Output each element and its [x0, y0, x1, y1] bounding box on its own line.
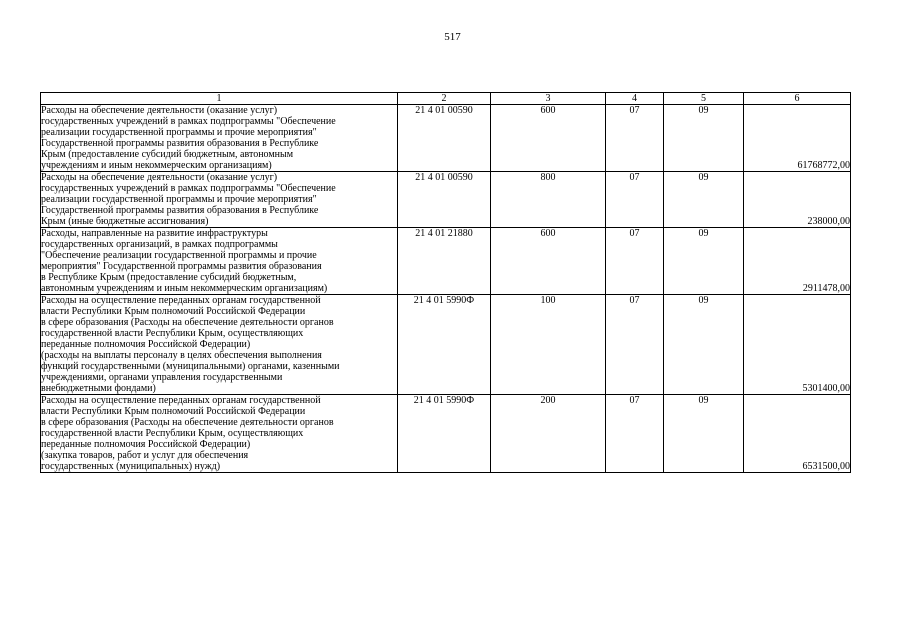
row-expense-type: 600	[491, 228, 606, 295]
row-amount: 6531500,00	[744, 395, 851, 473]
page-number: 517	[444, 31, 461, 43]
row-expense-type: 100	[491, 295, 606, 395]
row-target-code: 21 4 01 00590	[398, 172, 491, 228]
row-expense-type: 800	[491, 172, 606, 228]
table-header-row	[41, 93, 851, 105]
row-subsection: 09	[664, 295, 744, 395]
column-header-2: 2	[398, 93, 491, 105]
row-subsection: 09	[664, 105, 744, 172]
budget-table	[40, 92, 851, 473]
row-section: 07	[606, 295, 664, 395]
table-row	[41, 228, 851, 295]
row-subsection: 09	[664, 172, 744, 228]
row-section: 07	[606, 105, 664, 172]
row-section: 07	[606, 228, 664, 295]
row-description: Расходы на обеспечение деятельности (оказание услуг) государственных учреждений в рамках подпрограммы "Обеспечение реализации государственной программы и прочие мероприятия" Государственной программы развития образования в Республике Крым (иные бюджетные ассигнования)	[41, 172, 398, 228]
row-expense-type: 200	[491, 395, 606, 473]
row-subsection: 09	[664, 228, 744, 295]
row-amount: 5301400,00	[744, 295, 851, 395]
column-header-1: 1	[41, 93, 398, 105]
row-target-code: 21 4 01 5990Ф	[398, 395, 491, 473]
column-header-3: 3	[491, 93, 606, 105]
row-description: Расходы на осуществление переданных органам государственной власти Республики Крым полномочий Российской Федерации в сфере образования (Расходы на обеспечение деятельности органов государственной власти Республики Крым, осуществляющих переданные полномочия Российской Федерации) (закупка товаров, работ и услуг для обеспечения государственных (муниципальных) нужд)	[41, 395, 398, 473]
column-header-6: 6	[744, 93, 851, 105]
row-target-code: 21 4 01 5990Ф	[398, 295, 491, 395]
table-row	[41, 105, 851, 172]
row-amount: 2911478,00	[744, 228, 851, 295]
row-target-code: 21 4 01 00590	[398, 105, 491, 172]
row-section: 07	[606, 172, 664, 228]
row-amount: 61768772,00	[744, 105, 851, 172]
column-header-5: 5	[664, 93, 744, 105]
row-description: Расходы, направленные на развитие инфраструктуры государственных организаций, в рамках подпрограммы "Обеспечение реализации государственной программы и прочие мероприятия" Государственной программы развития образования в Республике Крым (предоставление субсидий бюджетным, автономным учреждениям и иным некоммерческим организациям)	[41, 228, 398, 295]
table-row	[41, 172, 851, 228]
row-subsection: 09	[664, 395, 744, 473]
table-row	[41, 395, 851, 473]
row-target-code: 21 4 01 21880	[398, 228, 491, 295]
row-description: Расходы на обеспечение деятельности (оказание услуг) государственных учреждений в рамках подпрограммы "Обеспечение реализации государственной программы и прочие мероприятия" Государственной программы развития образования в Республике Крым (предоставление субсидий бюджетным, автономным учреждениям и иным некоммерческим организациям)	[41, 105, 398, 172]
column-header-4: 4	[606, 93, 664, 105]
row-amount: 238000,00	[744, 172, 851, 228]
row-section: 07	[606, 395, 664, 473]
row-expense-type: 600	[491, 105, 606, 172]
row-description: Расходы на осуществление переданных органам государственной власти Республики Крым полномочий Российской Федерации в сфере образования (Расходы на обеспечение деятельности органов государственной власти Республики Крым, осуществляющих переданные полномочия Российской Федерации) (расходы на выплаты персоналу в целях обеспечения выполнения функций государственными (муниципальными) органами, казенными учреждениями, органами управления государственными внебюджетными фондами)	[41, 295, 398, 395]
table-row	[41, 295, 851, 395]
